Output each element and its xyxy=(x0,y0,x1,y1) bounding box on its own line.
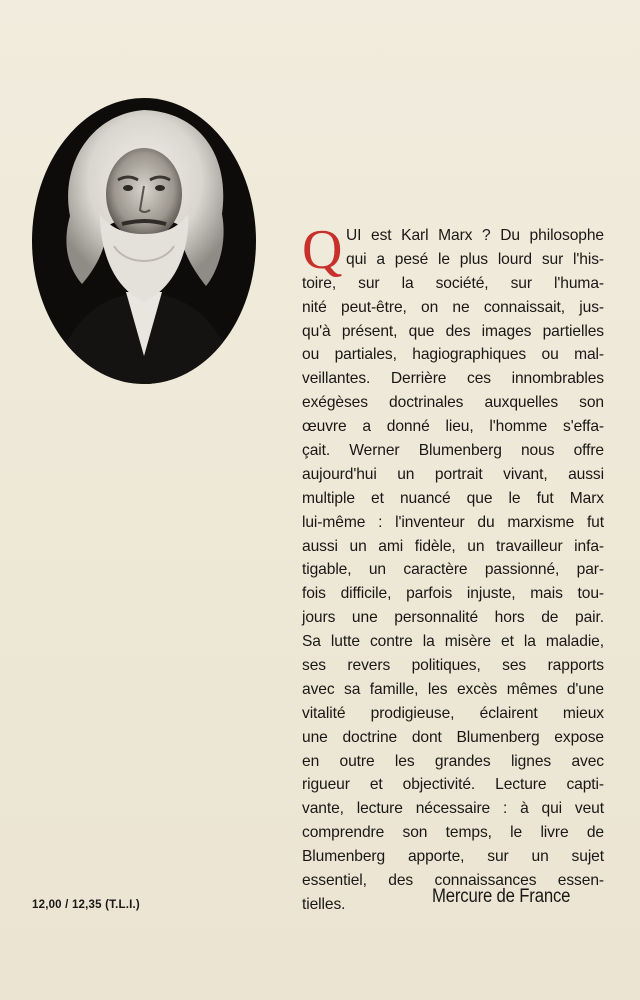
blurb-line: une doctrine dont Blumenberg expose xyxy=(302,728,604,746)
publisher-name: Mercure de France xyxy=(432,886,571,907)
blurb-line: qu'à présent, que des images partielles xyxy=(302,322,604,340)
blurb-line: qui a pesé le plus lourd sur l'his- xyxy=(346,250,604,268)
blurb-line: veillantes. Derrière ces innombrables xyxy=(302,370,604,388)
blurb-line: vante, lecture nécessaire : à qui veut xyxy=(302,800,604,818)
blurb-line: aussi un ami fidèle, un travailleur infa- xyxy=(302,537,604,555)
blurb-line: ou partiales, hagiographiques ou mal- xyxy=(302,346,604,364)
blurb-line: jours une personnalité hors de pair. xyxy=(302,609,604,627)
blurb-text xyxy=(302,219,604,917)
blurb-line: essentiel, des connaissances essen- xyxy=(302,872,604,890)
drop-cap: Q xyxy=(302,219,343,281)
blurb-line: toire, sur la société, sur l'huma- xyxy=(302,274,604,292)
blurb-line: tigable, un caractère passionné, par- xyxy=(302,561,604,579)
blurb-line: Blumenberg apporte, sur un sujet xyxy=(302,848,604,866)
blurb-line: exégèses doctrinales auxquelles son xyxy=(302,394,604,412)
price-label: 12,00 / 12,35 (T.L.I.) xyxy=(32,899,140,911)
blurb-line: vitalité prodigieuse, éclairent mieux xyxy=(302,704,604,722)
portrait-photo xyxy=(30,96,258,386)
blurb-line: tielles. xyxy=(302,895,346,913)
blurb-line: ses revers politiques, ses rapports xyxy=(302,657,604,675)
blurb-line: comprendre son temps, le livre de xyxy=(302,824,604,842)
blurb-line: Sa lutte contre la misère et la maladie, xyxy=(302,633,604,651)
blurb-line: fois difficile, parfois injuste, mais tou- xyxy=(302,585,604,603)
blurb-line: aujourd'hui un portrait vivant, aussi xyxy=(302,465,604,483)
blurb-line: nité peut-être, on ne connaissait, jus- xyxy=(302,298,604,316)
blurb-line: UI est Karl Marx ? Du philosophe xyxy=(346,227,604,244)
blurb-line: multiple et nuancé que le fut Marx xyxy=(302,489,604,507)
blurb-line: avec sa famille, les excès mêmes d'une xyxy=(302,680,604,698)
blurb-line: rigueur et objectivité. Lecture capti- xyxy=(302,776,604,794)
blurb-line: en outre les grandes lignes avec xyxy=(302,752,604,770)
portrait-oval-image xyxy=(30,96,258,386)
blurb-line: œuvre a donné lieu, l'homme s'effa- xyxy=(302,418,604,436)
blurb-line: lui-même : l'inventeur du marxisme fut xyxy=(302,513,604,531)
blurb-line: çait. Werner Blumenberg nous offre xyxy=(302,442,604,460)
